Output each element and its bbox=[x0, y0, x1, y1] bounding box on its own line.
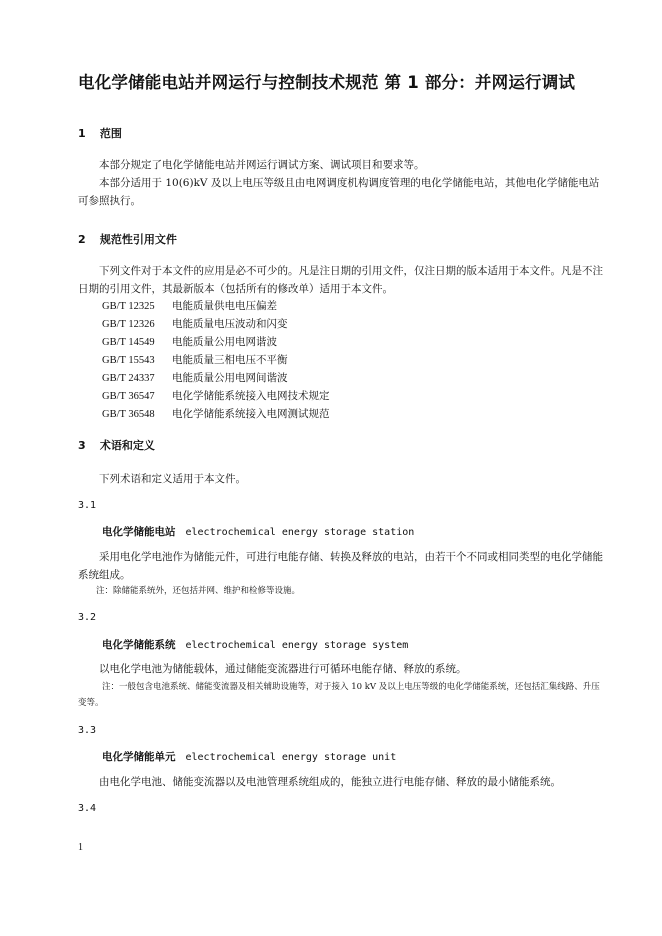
reference-title: 电化学储能系统接入电网技术规定 bbox=[172, 390, 330, 402]
term-heading bbox=[102, 749, 396, 764]
section-number: 1 bbox=[78, 127, 86, 140]
reference-title: 电能质量三相电压不平衡 bbox=[172, 354, 288, 366]
section-title: 范围 bbox=[99, 127, 122, 140]
term-english: electrochemical energy storage unit bbox=[185, 752, 397, 763]
section-title: 规范性引用文件 bbox=[99, 233, 177, 246]
section-heading-terms bbox=[78, 437, 155, 453]
term-english: electrochemical energy storage system bbox=[185, 640, 409, 651]
reference-list bbox=[102, 297, 582, 423]
reference-item bbox=[102, 369, 582, 387]
section-number: 3 bbox=[78, 439, 86, 452]
reference-code: GB/T 15543 bbox=[102, 355, 155, 366]
reference-code: GB/T 24337 bbox=[102, 373, 155, 384]
term-heading bbox=[102, 637, 408, 652]
section-heading-normative-references bbox=[78, 231, 177, 247]
reference-item bbox=[102, 405, 582, 423]
reference-item bbox=[102, 333, 582, 351]
term-definition: 以电化学电池为储能载体，通过储能变流器进行可循环电能存储、释放的系统。 bbox=[99, 663, 467, 675]
term-heading bbox=[102, 524, 414, 539]
section-number: 2 bbox=[78, 233, 86, 246]
reference-title: 电化学储能系统接入电网测试规范 bbox=[172, 408, 330, 420]
paragraph: 本部分规定了电化学储能电站并网运行调试方案、调试项目和要求等。 bbox=[99, 159, 425, 171]
reference-item bbox=[102, 387, 582, 405]
term-chinese: 电化学储能系统 bbox=[102, 639, 176, 651]
reference-code: GB/T 12325 bbox=[102, 301, 155, 312]
document-title: 电化学储能电站并网运行与控制技术规范 第 1 部分：并网运行调试 bbox=[78, 73, 576, 92]
paragraph: 本部分适用于 10(6)kV 及以上电压等级且由电网调度机构调度管理的电化学储能电站，其他电化学储能电站可参照执行。 bbox=[78, 177, 600, 207]
reference-code: GB/T 36548 bbox=[102, 409, 155, 420]
page-number: 1 bbox=[78, 842, 83, 853]
term-chinese: 电化学储能电站 bbox=[102, 526, 176, 538]
term-number: 3.2 bbox=[78, 612, 97, 623]
reference-title: 电能质量公用电网谐波 bbox=[172, 336, 277, 348]
term-definition: 采用电化学电池作为储能元件，可进行电能存储、转换及释放的电站，由若干个不同或相同类型的电化学储能系统组成。 bbox=[78, 551, 603, 581]
term-note: 注：一般包含电池系统、储能变流器及相关辅助设施等，对于接入 10 kV 及以上电压等级的电化学储能系统，还包括汇集线路、升压变等。 bbox=[78, 682, 600, 708]
term-english: electrochemical energy storage station bbox=[185, 527, 415, 538]
term-definition: 由电化学电池、储能变流器以及电池管理系统组成的，能独立进行电能存储、释放的最小储能系统。 bbox=[99, 776, 561, 788]
term-number: 3.3 bbox=[78, 725, 97, 736]
reference-code: GB/T 14549 bbox=[102, 337, 155, 348]
reference-title: 电能质量公用电网间谐波 bbox=[172, 372, 288, 384]
term-number: 3.4 bbox=[78, 803, 97, 814]
paragraph: 下列术语和定义适用于本文件。 bbox=[99, 473, 246, 485]
reference-code: GB/T 12326 bbox=[102, 319, 155, 330]
section-heading-scope bbox=[78, 125, 122, 141]
reference-item bbox=[102, 351, 582, 369]
term-number: 3.1 bbox=[78, 500, 97, 511]
term-note: 注：除储能系统外，还包括并网、维护和检修等设施。 bbox=[96, 586, 301, 596]
reference-code: GB/T 36547 bbox=[102, 391, 155, 402]
reference-item bbox=[102, 315, 582, 333]
term-chinese: 电化学储能单元 bbox=[102, 751, 176, 763]
section-title: 术语和定义 bbox=[99, 439, 155, 452]
reference-title: 电能质量电压波动和闪变 bbox=[172, 318, 288, 330]
reference-title: 电能质量供电电压偏差 bbox=[172, 300, 277, 312]
paragraph: 下列文件对于本文件的应用是必不可少的。凡是注日期的引用文件，仅注日期的版本适用于本文件。凡是不注日期的引用文件，其最新版本（包括所有的修改单）适用于本文件。 bbox=[78, 265, 603, 295]
reference-item bbox=[102, 297, 582, 315]
